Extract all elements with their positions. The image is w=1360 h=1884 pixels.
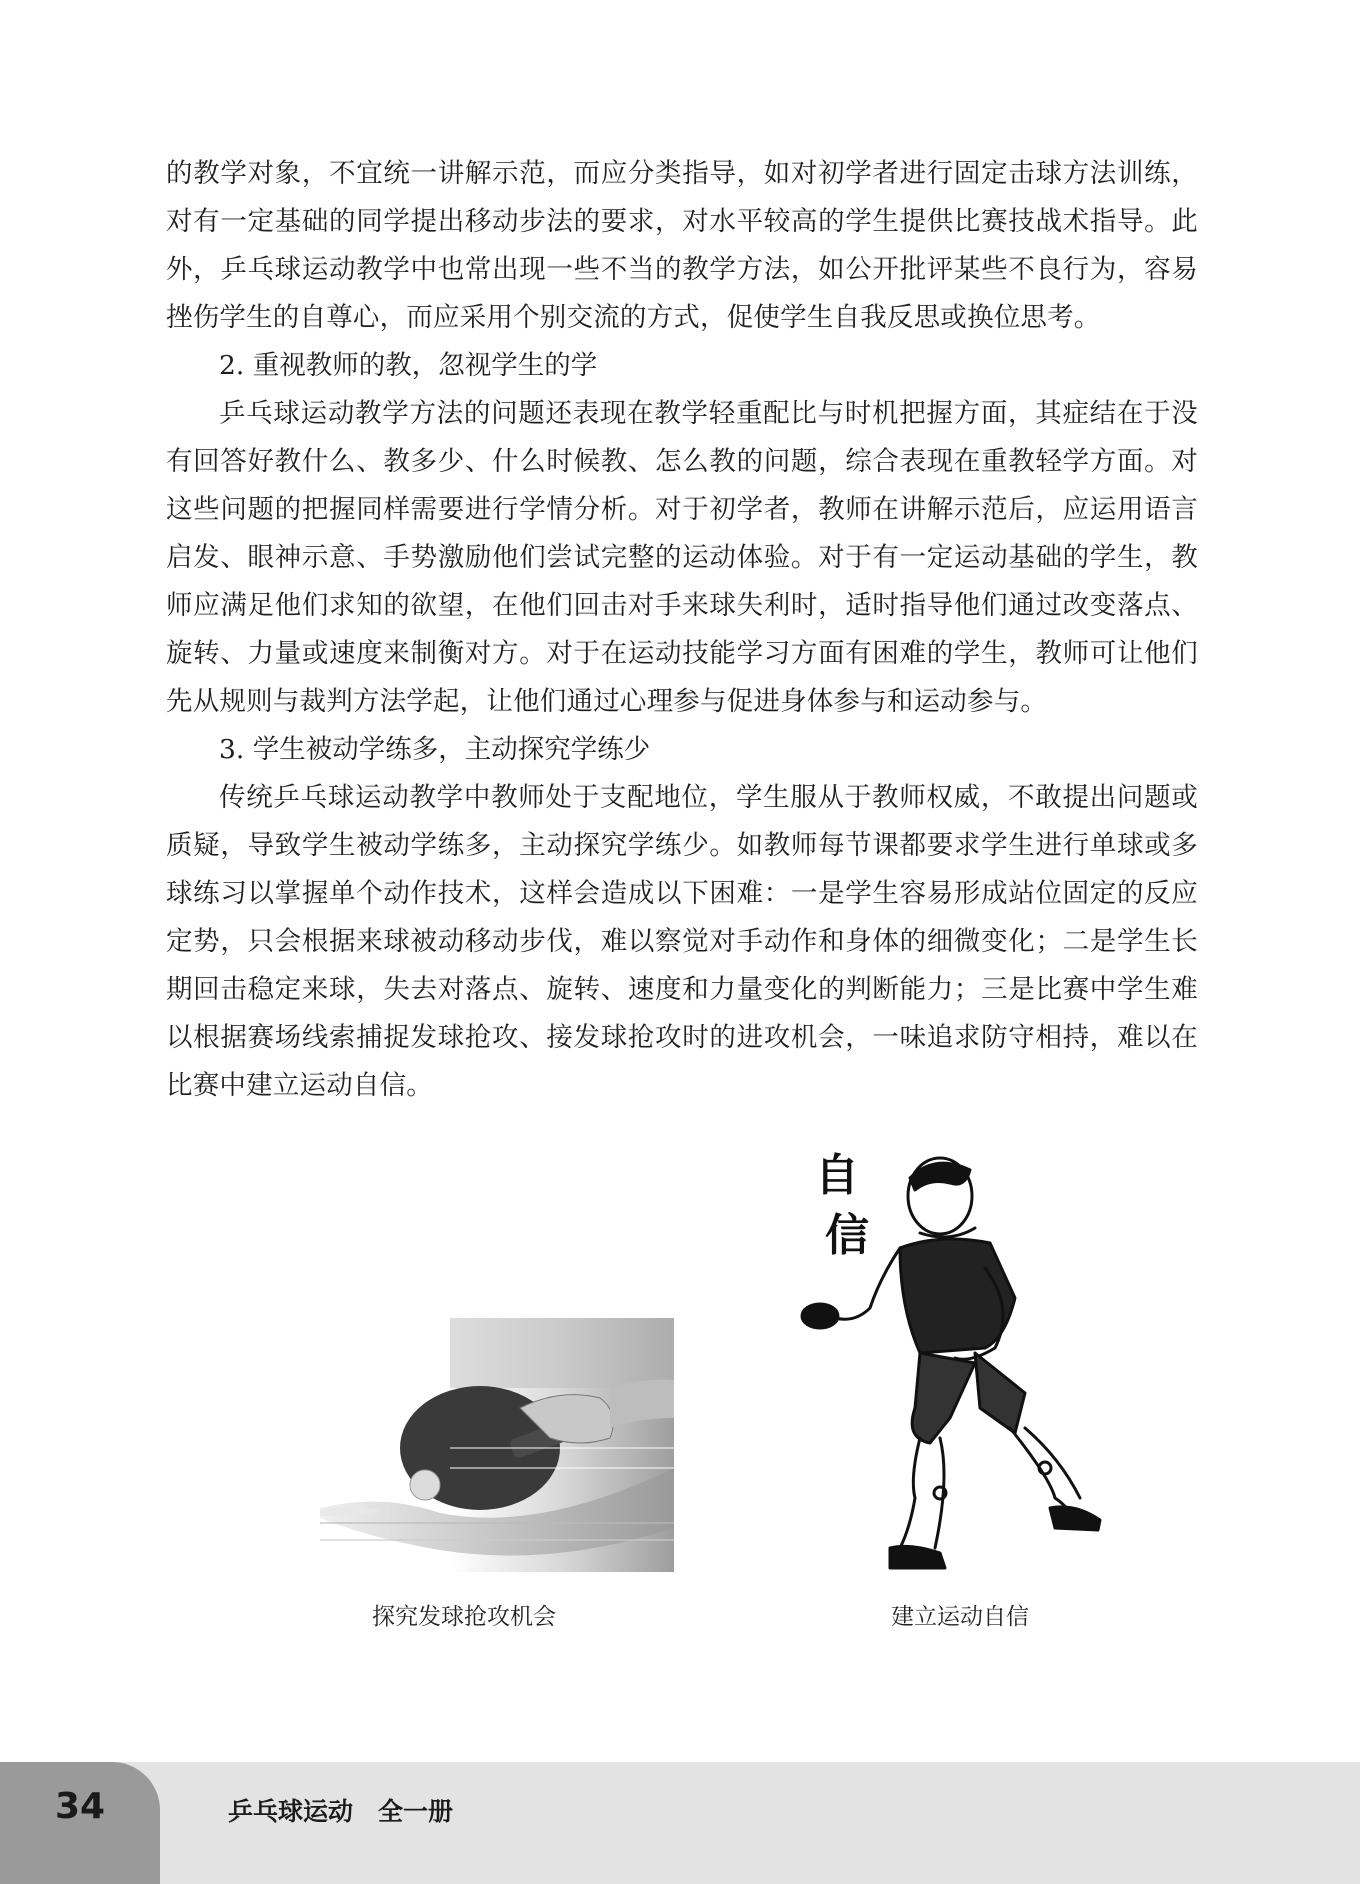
page-footer (0, 1762, 1360, 1884)
serve-illustration (320, 1318, 674, 1572)
paragraph-1: 的教学对象，不宜统一讲解示范，而应分类指导，如对初学者进行固定击球方法训练，对有一定基础的同学提出移动步法的要求，对水平较高的学生提供比赛技战术指导。此外，乒乓球运动教学中也常出现一些不当的教学方法，如公开批评某些不良行为，容易挫伤学生的自尊心，而应采用个别交流的方式，促使学生自我反思或换位思考。 (166, 158, 1198, 333)
right-figure-caption: 建立运动自信 (891, 1604, 1029, 1630)
calligraphy-char-1: 自 (815, 1150, 859, 1201)
paragraph-3: 传统乒乓球运动教学中教师处于支配地位，学生服从于教师权威，不敢提出问题或质疑，导致学生被动学练多，主动探究学练少。如教师每节课都要求学生进行单球或多球练习以掌握单个动作技术，这样会造成以下困难：一是学生容易形成站位固定的反应定势，只会根据来球被动移动步伐，难以察觉对手动作和身体的细微变化；二是学生长期回击稳定来球，失去对落点、旋转、速度和力量变化的判断能力；三是比赛中学生难以根据赛场线索捕捉发球抢攻、接发球抢攻时的进攻机会，一味追求防守相持，难以在比赛中建立运动自信。 (166, 782, 1198, 1101)
section-heading-3: 3. 学生被动学练多，主动探究学练少 (219, 734, 651, 765)
body-text (166, 150, 1198, 1110)
paragraph-2: 乒乓球运动教学方法的问题还表现在教学轻重配比与时机把握方面，其症结在于没有回答好教什么、教多少、什么时候教、怎么教的问题，综合表现在重教轻学方面。对这些问题的把握同样需要进行学情分析。对于初学者，教师在讲解示范后，应运用语言启发、眼神示意、手势激励他们尝试完整的运动体验。对于有一定运动基础的学生，教师应满足他们求知的欲望，在他们回击对手来球失利时，适时指导他们通过改变落点、旋转、力量或速度来制衡对方。对于在运动技能学习方面有困难的学生，教师可让他们先从规则与裁判方法学起，让他们通过心理参与促进身体参与和运动参与。 (166, 398, 1198, 717)
serve-photo (320, 1318, 674, 1572)
calligraphy-char-2: 信 (825, 1210, 869, 1261)
section-heading-2: 2. 重视教师的教，忽视学生的学 (219, 350, 598, 381)
left-figure-caption: 探究发球抢攻机会 (372, 1604, 556, 1630)
book-title: 乒乓球运动 全一册 (228, 1797, 454, 1826)
page-number: 34 (54, 1786, 106, 1827)
